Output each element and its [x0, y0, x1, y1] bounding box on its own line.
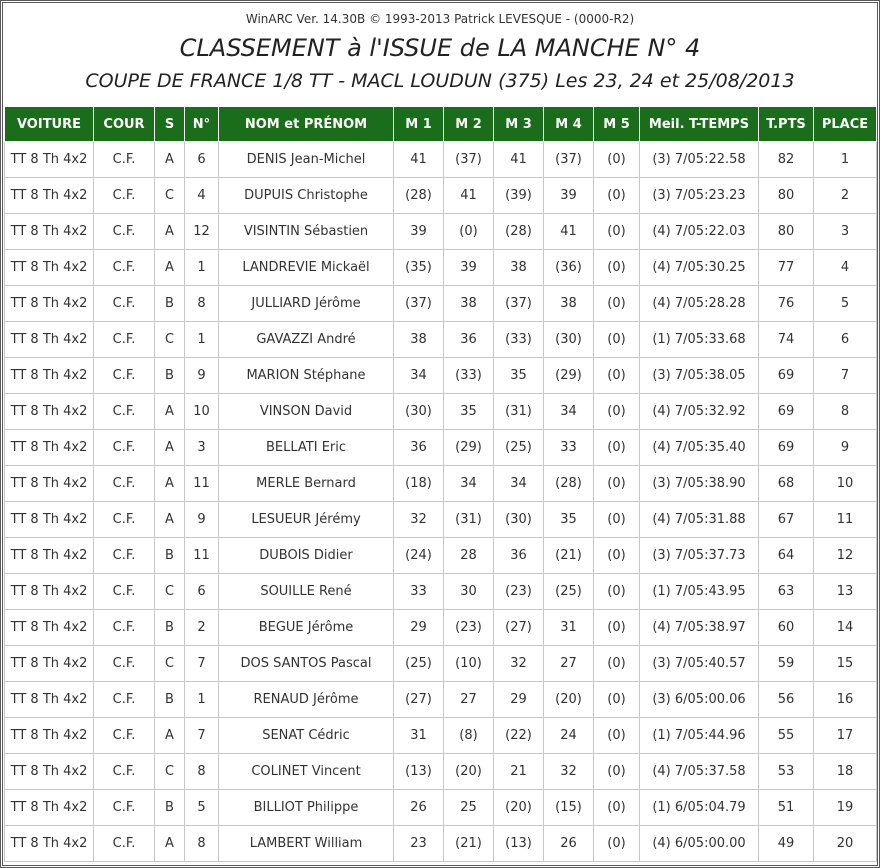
cell-m2: 39 — [444, 250, 494, 286]
cell-m3: 21 — [494, 754, 544, 790]
cell-nom-prenom: LESUEUR Jérémy — [219, 502, 394, 538]
cell-place: 13 — [814, 574, 877, 610]
cell-m2: 27 — [444, 682, 494, 718]
cell-nom-prenom: GAVAZZI André — [219, 322, 394, 358]
cell-cour: C.F. — [94, 142, 155, 178]
cell-numero: 10 — [185, 394, 219, 430]
cell-m2: 28 — [444, 538, 494, 574]
cell-m2: (23) — [444, 610, 494, 646]
column-header-m1: M 1 — [394, 107, 444, 142]
cell-total-points: 60 — [759, 610, 814, 646]
cell-place: 4 — [814, 250, 877, 286]
cell-s: C — [155, 574, 185, 610]
table-row — [5, 538, 877, 574]
table-row — [5, 250, 877, 286]
cell-m1: (24) — [394, 538, 444, 574]
cell-voiture: TT 8 Th 4x2 — [5, 682, 94, 718]
cell-m5: (0) — [594, 466, 640, 502]
cell-numero: 6 — [185, 574, 219, 610]
cell-m3: (23) — [494, 574, 544, 610]
cell-voiture: TT 8 Th 4x2 — [5, 646, 94, 682]
table-row — [5, 142, 877, 178]
cell-m1: 26 — [394, 790, 444, 826]
cell-m2: (0) — [444, 214, 494, 250]
cell-s: C — [155, 754, 185, 790]
cell-meilleur-temps: (4) 7/05:30.25 — [640, 250, 759, 286]
cell-m4: (29) — [544, 358, 594, 394]
cell-place: 7 — [814, 358, 877, 394]
cell-place: 15 — [814, 646, 877, 682]
cell-m3: (20) — [494, 790, 544, 826]
cell-voiture: TT 8 Th 4x2 — [5, 142, 94, 178]
cell-m4: 24 — [544, 718, 594, 754]
cell-cour: C.F. — [94, 394, 155, 430]
cell-numero: 7 — [185, 646, 219, 682]
table-row — [5, 466, 877, 502]
cell-total-points: 69 — [759, 394, 814, 430]
cell-total-points: 56 — [759, 682, 814, 718]
results-table — [4, 106, 877, 862]
cell-m4: 31 — [544, 610, 594, 646]
column-header-meilleur-temps: Meil. T-TEMPS — [640, 107, 759, 142]
cell-s: A — [155, 430, 185, 466]
cell-voiture: TT 8 Th 4x2 — [5, 214, 94, 250]
cell-m2: (21) — [444, 826, 494, 862]
cell-meilleur-temps: (4) 7/05:31.88 — [640, 502, 759, 538]
cell-m3: (31) — [494, 394, 544, 430]
cell-m5: (0) — [594, 286, 640, 322]
cell-m5: (0) — [594, 754, 640, 790]
cell-numero: 11 — [185, 466, 219, 502]
column-header-m3: M 3 — [494, 107, 544, 142]
cell-place: 12 — [814, 538, 877, 574]
cell-nom-prenom: COLINET Vincent — [219, 754, 394, 790]
cell-place: 2 — [814, 178, 877, 214]
cell-s: B — [155, 610, 185, 646]
cell-m5: (0) — [594, 718, 640, 754]
cell-m4: (37) — [544, 142, 594, 178]
cell-voiture: TT 8 Th 4x2 — [5, 358, 94, 394]
cell-total-points: 64 — [759, 538, 814, 574]
cell-cour: C.F. — [94, 718, 155, 754]
cell-m4: 34 — [544, 394, 594, 430]
cell-m3: 36 — [494, 538, 544, 574]
cell-voiture: TT 8 Th 4x2 — [5, 754, 94, 790]
cell-m2: 34 — [444, 466, 494, 502]
cell-nom-prenom: DENIS Jean-Michel — [219, 142, 394, 178]
cell-total-points: 69 — [759, 430, 814, 466]
cell-m3: 34 — [494, 466, 544, 502]
table-row — [5, 394, 877, 430]
cell-m1: (28) — [394, 178, 444, 214]
cell-place: 10 — [814, 466, 877, 502]
table-row — [5, 682, 877, 718]
cell-place: 19 — [814, 790, 877, 826]
cell-nom-prenom: VINSON David — [219, 394, 394, 430]
table-row — [5, 322, 877, 358]
cell-meilleur-temps: (3) 7/05:37.73 — [640, 538, 759, 574]
cell-m5: (0) — [594, 142, 640, 178]
cell-m5: (0) — [594, 178, 640, 214]
cell-m3: 38 — [494, 250, 544, 286]
cell-numero: 4 — [185, 178, 219, 214]
cell-nom-prenom: MARION Stéphane — [219, 358, 394, 394]
cell-voiture: TT 8 Th 4x2 — [5, 574, 94, 610]
cell-m4: 41 — [544, 214, 594, 250]
cell-m1: 32 — [394, 502, 444, 538]
cell-nom-prenom: MERLE Bernard — [219, 466, 394, 502]
cell-numero: 11 — [185, 538, 219, 574]
cell-voiture: TT 8 Th 4x2 — [5, 466, 94, 502]
cell-meilleur-temps: (1) 7/05:44.96 — [640, 718, 759, 754]
cell-meilleur-temps: (3) 7/05:38.05 — [640, 358, 759, 394]
cell-meilleur-temps: (3) 6/05:00.06 — [640, 682, 759, 718]
cell-total-points: 77 — [759, 250, 814, 286]
cell-s: A — [155, 250, 185, 286]
cell-m2: 38 — [444, 286, 494, 322]
cell-cour: C.F. — [94, 430, 155, 466]
cell-numero: 6 — [185, 142, 219, 178]
cell-m5: (0) — [594, 574, 640, 610]
cell-meilleur-temps: (4) 7/05:28.28 — [640, 286, 759, 322]
cell-meilleur-temps: (1) 7/05:33.68 — [640, 322, 759, 358]
cell-nom-prenom: BELLATI Eric — [219, 430, 394, 466]
cell-meilleur-temps: (3) 7/05:22.58 — [640, 142, 759, 178]
cell-m2: (20) — [444, 754, 494, 790]
cell-meilleur-temps: (4) 7/05:37.58 — [640, 754, 759, 790]
cell-voiture: TT 8 Th 4x2 — [5, 790, 94, 826]
column-header-voiture: VOITURE — [5, 107, 94, 142]
cell-m5: (0) — [594, 214, 640, 250]
cell-m3: (22) — [494, 718, 544, 754]
table-header-row — [5, 107, 877, 142]
cell-m3: (25) — [494, 430, 544, 466]
cell-m4: (21) — [544, 538, 594, 574]
cell-place: 9 — [814, 430, 877, 466]
cell-nom-prenom: DUPUIS Christophe — [219, 178, 394, 214]
cell-s: A — [155, 214, 185, 250]
cell-place: 16 — [814, 682, 877, 718]
cell-m4: (15) — [544, 790, 594, 826]
column-header-total-points: T.PTS — [759, 107, 814, 142]
cell-m1: 31 — [394, 718, 444, 754]
cell-cour: C.F. — [94, 574, 155, 610]
cell-place: 20 — [814, 826, 877, 862]
cell-m1: 23 — [394, 826, 444, 862]
table-row — [5, 754, 877, 790]
cell-voiture: TT 8 Th 4x2 — [5, 610, 94, 646]
cell-m2: 35 — [444, 394, 494, 430]
cell-meilleur-temps: (4) 7/05:32.92 — [640, 394, 759, 430]
cell-voiture: TT 8 Th 4x2 — [5, 178, 94, 214]
cell-m3: (30) — [494, 502, 544, 538]
cell-place: 5 — [814, 286, 877, 322]
cell-numero: 3 — [185, 430, 219, 466]
cell-m4: (25) — [544, 574, 594, 610]
cell-numero: 12 — [185, 214, 219, 250]
cell-m5: (0) — [594, 502, 640, 538]
cell-numero: 5 — [185, 790, 219, 826]
cell-voiture: TT 8 Th 4x2 — [5, 718, 94, 754]
cell-total-points: 63 — [759, 574, 814, 610]
cell-s: B — [155, 286, 185, 322]
cell-s: A — [155, 826, 185, 862]
cell-m3: 41 — [494, 142, 544, 178]
cell-cour: C.F. — [94, 466, 155, 502]
cell-nom-prenom: LAMBERT William — [219, 826, 394, 862]
cell-numero: 8 — [185, 754, 219, 790]
cell-voiture: TT 8 Th 4x2 — [5, 250, 94, 286]
cell-s: B — [155, 538, 185, 574]
cell-m5: (0) — [594, 358, 640, 394]
cell-nom-prenom: SENAT Cédric — [219, 718, 394, 754]
cell-numero: 8 — [185, 286, 219, 322]
cell-m5: (0) — [594, 682, 640, 718]
column-header-s: S — [155, 107, 185, 142]
table-row — [5, 826, 877, 862]
cell-m4: 27 — [544, 646, 594, 682]
cell-nom-prenom: DUBOIS Didier — [219, 538, 394, 574]
table-row — [5, 574, 877, 610]
cell-m4: 38 — [544, 286, 594, 322]
cell-numero: 7 — [185, 718, 219, 754]
cell-voiture: TT 8 Th 4x2 — [5, 322, 94, 358]
table-row — [5, 502, 877, 538]
column-header-place: PLACE — [814, 107, 877, 142]
cell-cour: C.F. — [94, 286, 155, 322]
cell-numero: 1 — [185, 322, 219, 358]
cell-m5: (0) — [594, 430, 640, 466]
cell-m5: (0) — [594, 250, 640, 286]
cell-m3: (28) — [494, 214, 544, 250]
cell-cour: C.F. — [94, 646, 155, 682]
cell-m1: (13) — [394, 754, 444, 790]
table-row — [5, 358, 877, 394]
cell-nom-prenom: LANDREVIE Mickaël — [219, 250, 394, 286]
cell-meilleur-temps: (3) 7/05:38.90 — [640, 466, 759, 502]
cell-total-points: 49 — [759, 826, 814, 862]
table-body — [5, 142, 877, 862]
cell-m2: 41 — [444, 178, 494, 214]
column-header-nom-prenom: NOM et PRÉNOM — [219, 107, 394, 142]
cell-total-points: 51 — [759, 790, 814, 826]
cell-nom-prenom: BEGUE Jérôme — [219, 610, 394, 646]
cell-s: A — [155, 142, 185, 178]
cell-m2: 30 — [444, 574, 494, 610]
table-row — [5, 178, 877, 214]
cell-m1: (37) — [394, 286, 444, 322]
cell-nom-prenom: JULLIARD Jérôme — [219, 286, 394, 322]
cell-cour: C.F. — [94, 538, 155, 574]
cell-m1: 33 — [394, 574, 444, 610]
cell-numero: 9 — [185, 502, 219, 538]
cell-s: A — [155, 466, 185, 502]
table-row — [5, 610, 877, 646]
cell-total-points: 76 — [759, 286, 814, 322]
cell-cour: C.F. — [94, 250, 155, 286]
cell-m4: 26 — [544, 826, 594, 862]
cell-cour: C.F. — [94, 178, 155, 214]
cell-total-points: 80 — [759, 178, 814, 214]
cell-m1: 39 — [394, 214, 444, 250]
cell-meilleur-temps: (3) 7/05:40.57 — [640, 646, 759, 682]
cell-m3: 29 — [494, 682, 544, 718]
page-subtitle: COUPE DE FRANCE 1/8 TT - MACL LOUDUN (375) Les 23, 24 et 25/08/2013 — [85, 70, 795, 92]
cell-m2: (33) — [444, 358, 494, 394]
cell-cour: C.F. — [94, 610, 155, 646]
cell-meilleur-temps: (4) 7/05:35.40 — [640, 430, 759, 466]
cell-total-points: 55 — [759, 718, 814, 754]
cell-meilleur-temps: (1) 6/05:04.79 — [640, 790, 759, 826]
cell-m1: (27) — [394, 682, 444, 718]
cell-m5: (0) — [594, 610, 640, 646]
cell-m5: (0) — [594, 646, 640, 682]
cell-place: 14 — [814, 610, 877, 646]
cell-m3: (33) — [494, 322, 544, 358]
cell-total-points: 59 — [759, 646, 814, 682]
cell-m5: (0) — [594, 538, 640, 574]
cell-cour: C.F. — [94, 826, 155, 862]
cell-m2: (31) — [444, 502, 494, 538]
cell-m1: (30) — [394, 394, 444, 430]
cell-m2: 36 — [444, 322, 494, 358]
cell-m1: 36 — [394, 430, 444, 466]
column-header-cour: COUR — [94, 107, 155, 142]
cell-voiture: TT 8 Th 4x2 — [5, 394, 94, 430]
cell-s: C — [155, 178, 185, 214]
cell-voiture: TT 8 Th 4x2 — [5, 430, 94, 466]
cell-numero: 1 — [185, 682, 219, 718]
cell-m1: 38 — [394, 322, 444, 358]
cell-m1: (35) — [394, 250, 444, 286]
cell-m2: 25 — [444, 790, 494, 826]
cell-m5: (0) — [594, 322, 640, 358]
cell-m5: (0) — [594, 394, 640, 430]
cell-place: 11 — [814, 502, 877, 538]
cell-place: 17 — [814, 718, 877, 754]
cell-m2: (37) — [444, 142, 494, 178]
cell-nom-prenom: BILLIOT Philippe — [219, 790, 394, 826]
cell-m4: 35 — [544, 502, 594, 538]
cell-meilleur-temps: (1) 7/05:43.95 — [640, 574, 759, 610]
cell-m3: (27) — [494, 610, 544, 646]
cell-m5: (0) — [594, 790, 640, 826]
cell-m3: (13) — [494, 826, 544, 862]
cell-numero: 8 — [185, 826, 219, 862]
table-row — [5, 646, 877, 682]
cell-s: C — [155, 646, 185, 682]
column-header-m2: M 2 — [444, 107, 494, 142]
cell-s: A — [155, 718, 185, 754]
cell-s: C — [155, 322, 185, 358]
cell-s: A — [155, 502, 185, 538]
table-row — [5, 718, 877, 754]
cell-nom-prenom: RENAUD Jérôme — [219, 682, 394, 718]
cell-nom-prenom: SOUILLE René — [219, 574, 394, 610]
cell-m1: 29 — [394, 610, 444, 646]
cell-m1: 34 — [394, 358, 444, 394]
cell-voiture: TT 8 Th 4x2 — [5, 826, 94, 862]
cell-cour: C.F. — [94, 214, 155, 250]
cell-m4: 39 — [544, 178, 594, 214]
cell-m1: 41 — [394, 142, 444, 178]
cell-cour: C.F. — [94, 322, 155, 358]
cell-cour: C.F. — [94, 358, 155, 394]
cell-m1: (18) — [394, 466, 444, 502]
cell-total-points: 80 — [759, 214, 814, 250]
cell-numero: 2 — [185, 610, 219, 646]
cell-m4: (30) — [544, 322, 594, 358]
cell-cour: C.F. — [94, 502, 155, 538]
table-row — [5, 286, 877, 322]
cell-m2: (29) — [444, 430, 494, 466]
cell-meilleur-temps: (4) 7/05:22.03 — [640, 214, 759, 250]
cell-place: 3 — [814, 214, 877, 250]
cell-place: 18 — [814, 754, 877, 790]
column-header-m4: M 4 — [544, 107, 594, 142]
cell-m4: (36) — [544, 250, 594, 286]
cell-total-points: 74 — [759, 322, 814, 358]
cell-voiture: TT 8 Th 4x2 — [5, 286, 94, 322]
table-row — [5, 790, 877, 826]
cell-total-points: 82 — [759, 142, 814, 178]
cell-cour: C.F. — [94, 754, 155, 790]
page-title: CLASSEMENT à l'ISSUE de LA MANCHE N° 4 — [179, 34, 701, 62]
table-row — [5, 430, 877, 466]
cell-total-points: 53 — [759, 754, 814, 790]
cell-m2: (8) — [444, 718, 494, 754]
cell-m2: (10) — [444, 646, 494, 682]
cell-m3: (37) — [494, 286, 544, 322]
cell-cour: C.F. — [94, 682, 155, 718]
cell-m3: (39) — [494, 178, 544, 214]
cell-nom-prenom: VISINTIN Sébastien — [219, 214, 394, 250]
column-header-numero: N° — [185, 107, 219, 142]
cell-m3: 35 — [494, 358, 544, 394]
cell-voiture: TT 8 Th 4x2 — [5, 538, 94, 574]
cell-m3: 32 — [494, 646, 544, 682]
cell-s: A — [155, 394, 185, 430]
cell-place: 8 — [814, 394, 877, 430]
cell-meilleur-temps: (4) 7/05:38.97 — [640, 610, 759, 646]
cell-nom-prenom: DOS SANTOS Pascal — [219, 646, 394, 682]
cell-m4: (28) — [544, 466, 594, 502]
cell-m4: 33 — [544, 430, 594, 466]
cell-numero: 9 — [185, 358, 219, 394]
cell-m4: (20) — [544, 682, 594, 718]
cell-s: B — [155, 790, 185, 826]
cell-cour: C.F. — [94, 790, 155, 826]
cell-m1: (25) — [394, 646, 444, 682]
cell-meilleur-temps: (4) 6/05:00.00 — [640, 826, 759, 862]
cell-total-points: 67 — [759, 502, 814, 538]
cell-voiture: TT 8 Th 4x2 — [5, 502, 94, 538]
cell-s: B — [155, 358, 185, 394]
cell-place: 6 — [814, 322, 877, 358]
cell-m4: 32 — [544, 754, 594, 790]
cell-m5: (0) — [594, 826, 640, 862]
cell-total-points: 68 — [759, 466, 814, 502]
software-credit: WinARC Ver. 14.30B © 1993-2013 Patrick LEVESQUE - (0000-R2) — [245, 12, 635, 26]
cell-numero: 1 — [185, 250, 219, 286]
cell-place: 1 — [814, 142, 877, 178]
cell-total-points: 69 — [759, 358, 814, 394]
cell-s: B — [155, 682, 185, 718]
table-row — [5, 214, 877, 250]
column-header-m5: M 5 — [594, 107, 640, 142]
cell-meilleur-temps: (3) 7/05:23.23 — [640, 178, 759, 214]
